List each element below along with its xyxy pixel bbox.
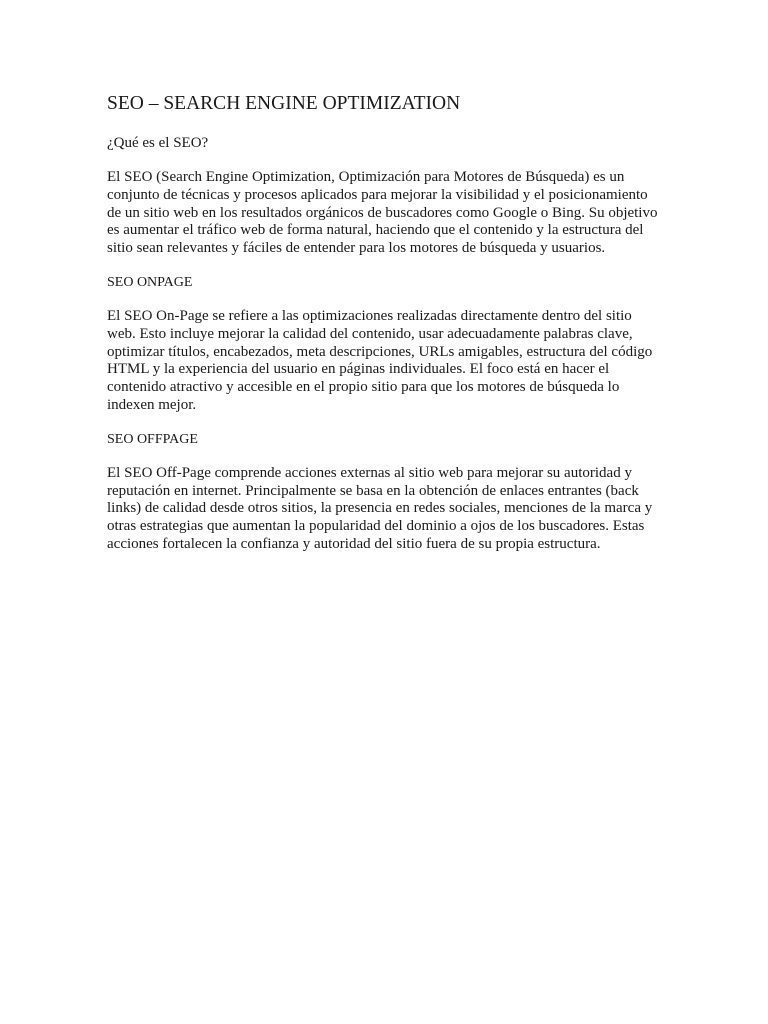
section-heading-onpage: SEO ONPAGE: [107, 274, 193, 290]
document-title: SEO – SEARCH ENGINE OPTIMIZATION: [107, 93, 461, 114]
section-heading-offpage: SEO OFFPAGE: [107, 431, 198, 447]
intro-paragraph: El SEO (Search Engine Optimization, Optimización para Motores de Búsqueda) es un conjunto de técnicas y procesos aplicados para mejorar la visibilidad y el posicionamiento de un sitio web en los resultados orgánicos de buscadores como Google o Bing. Su objetivo es aumentar el tráfico web de forma natural, haciendo que el contenido y la estructura del sitio sean relevantes y fáciles de entender para los motores de búsqueda y usuarios.: [107, 169, 658, 257]
document-body: [107, 92, 663, 554]
section-paragraph-offpage: El SEO Off-Page comprende acciones externas al sitio web para mejorar su autoridad y reputación en internet. Principalmente se basa en la obtención de enlaces entrantes (back links) de calidad desde otros sitios, la presencia en redes sociales, menciones de la marca y otras estrategias que aumentan la popularidad del dominio a ojos de los buscadores. Estas acciones fortalecen la confianza y autoridad del sitio fuera de su propia estructura.: [107, 464, 653, 552]
intro-question: ¿Qué es el SEO?: [107, 135, 209, 151]
section-paragraph-onpage: El SEO On-Page se refiere a las optimizaciones realizadas directamente dentro del sitio web. Esto incluye mejorar la calidad del contenido, usar adecuadamente palabras clave, optimizar títulos, encabezados, meta descripciones, URLs amigables, estructura del código HTML y la experiencia del usuario en páginas individuales. El foco está en hacer el contenido atractivo y accesible en el propio sitio para que los motores de búsqueda lo indexen mejor.: [107, 307, 653, 413]
